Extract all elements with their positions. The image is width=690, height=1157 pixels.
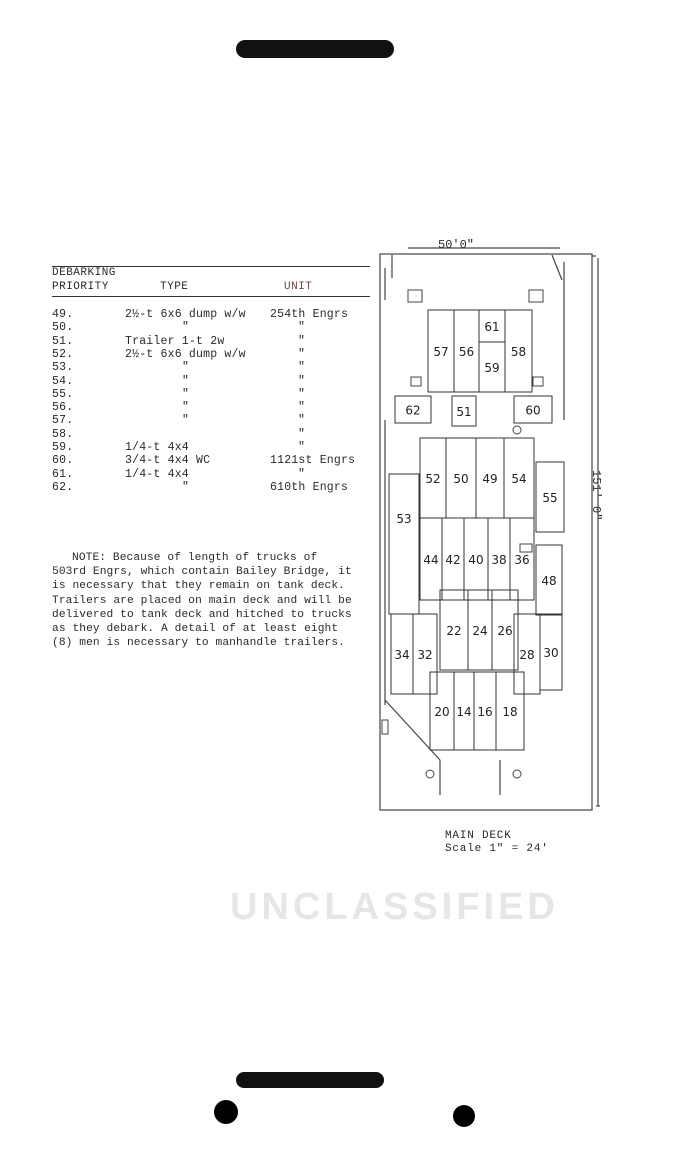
row-type: " xyxy=(182,387,190,401)
width-dimension: 50'0" xyxy=(438,238,475,252)
vehicle-label: 16 xyxy=(477,705,493,719)
caption-scale: Scale 1" = 24' xyxy=(445,843,549,855)
row-type: 3/4-t 4x4 WC xyxy=(125,454,211,468)
row-unit: " xyxy=(298,467,306,481)
vehicle-label: 61 xyxy=(484,320,500,334)
row-priority: 58. xyxy=(52,427,74,441)
note-line: (8) men is necessary to manhandle trailers. xyxy=(52,637,345,650)
row-type: 2½-t 6x6 dump w/w xyxy=(125,308,246,321)
vehicle-label: 22 xyxy=(446,624,462,638)
vehicle-box-54 xyxy=(504,438,534,518)
vehicle-box-38 xyxy=(488,518,510,600)
row-priority: 53. xyxy=(52,361,74,375)
row-unit: 254th Engrs xyxy=(270,308,349,321)
vehicle-label: 38 xyxy=(491,553,507,567)
row-type: 1/4-t 4x4 xyxy=(125,467,189,481)
row-priority: 55. xyxy=(52,387,74,401)
vehicle-box-57 xyxy=(428,310,454,392)
row-priority: 52. xyxy=(52,347,74,361)
vehicle-box-22 xyxy=(440,590,468,670)
note-line: is necessary that they remain on tank deck. xyxy=(52,580,345,593)
row-type: 1/4-t 4x4 xyxy=(125,441,189,454)
vehicle-label: 42 xyxy=(445,553,461,567)
row-type: 2½-t 6x6 dump w/w xyxy=(125,347,246,361)
row-type: " xyxy=(182,321,190,335)
vehicle-label: 54 xyxy=(511,472,527,486)
row-priority: 51. xyxy=(52,334,74,348)
header-priority: PRIORITY xyxy=(52,281,109,293)
vehicle-label: 36 xyxy=(514,553,530,567)
row-unit: " xyxy=(298,414,306,428)
row-unit: 1121st Engrs xyxy=(270,454,356,468)
vehicle-box-40 xyxy=(464,518,488,600)
vehicle-box-51 xyxy=(452,396,476,426)
row-unit: " xyxy=(298,401,306,415)
vehicle-label: 32 xyxy=(417,648,433,662)
row-unit: " xyxy=(298,427,306,441)
vehicle-label: 58 xyxy=(510,345,527,359)
row-type: " xyxy=(182,480,190,494)
row-priority: 60. xyxy=(52,454,74,468)
row-type: " xyxy=(182,374,190,388)
vehicle-label: 56 xyxy=(458,345,475,359)
row-priority: 56. xyxy=(52,401,74,415)
vehicle-label: 34 xyxy=(394,648,410,662)
vehicle-label: 18 xyxy=(502,705,518,719)
vehicle-box-55 xyxy=(536,462,564,532)
caption-title: MAIN DECK xyxy=(445,830,512,842)
vehicle-label: 62 xyxy=(405,403,421,418)
row-priority: 49. xyxy=(52,308,74,321)
vehicle-box-48 xyxy=(536,545,562,615)
vehicle-box-32 xyxy=(413,614,437,694)
vehicle-label: 53 xyxy=(396,512,412,526)
vehicle-box-49 xyxy=(476,438,504,518)
vehicle-label: 48 xyxy=(541,574,557,588)
diagram-caption xyxy=(445,830,549,856)
vehicle-box-24 xyxy=(468,590,492,670)
vehicle-box-62 xyxy=(395,396,431,423)
row-unit: " xyxy=(298,347,306,361)
punch-hole-right xyxy=(453,1105,475,1127)
vehicle-box-52 xyxy=(420,438,446,518)
row-unit: 610th Engrs xyxy=(270,480,349,494)
vehicle-label: 14 xyxy=(456,705,472,719)
vehicle-label: 44 xyxy=(423,553,439,567)
vehicle-label: 49 xyxy=(482,472,498,486)
vehicle-box-42 xyxy=(442,518,464,600)
row-unit: " xyxy=(298,321,306,335)
note-line: NOTE: Because of length of trucks of xyxy=(72,552,318,564)
row-type: " xyxy=(182,401,190,415)
redaction-bar-bottom xyxy=(236,1072,384,1088)
vehicle-box-58 xyxy=(505,310,532,392)
row-unit: " xyxy=(298,361,306,375)
row-type: " xyxy=(182,361,190,375)
vehicle-boxes xyxy=(389,310,564,750)
vehicle-box-61 xyxy=(479,310,505,342)
punch-hole-left xyxy=(214,1100,238,1124)
row-type: " xyxy=(182,414,190,428)
vehicle-label: 51 xyxy=(456,405,472,419)
header-unit: UNIT xyxy=(284,281,313,293)
vehicle-label: 30 xyxy=(543,646,559,660)
length-dimension: 151' 0" xyxy=(589,470,603,521)
vehicle-box-30 xyxy=(540,614,562,690)
vehicle-box-20 xyxy=(430,672,454,750)
vehicle-box-53 xyxy=(389,474,419,614)
header-debarking: DEBARKING xyxy=(52,267,116,279)
vehicle-label: 50 xyxy=(453,472,469,486)
vehicle-label: 52 xyxy=(425,472,441,486)
vehicle-label: 60 xyxy=(525,403,541,418)
vehicle-label: 40 xyxy=(468,553,484,567)
vehicle-box-50 xyxy=(446,438,476,518)
vehicle-box-36 xyxy=(510,518,534,600)
vehicle-label: 57 xyxy=(433,345,449,359)
vehicle-label: 55 xyxy=(542,491,558,505)
vehicle-box-60 xyxy=(514,396,552,423)
vehicle-label: 26 xyxy=(497,624,513,638)
row-priority: 61. xyxy=(52,467,74,481)
row-priority: 62. xyxy=(52,480,74,494)
vehicle-label: 59 xyxy=(484,361,500,375)
row-unit: " xyxy=(298,374,306,388)
vehicle-label: 20 xyxy=(434,705,450,719)
row-type: Trailer 1-t 2w xyxy=(125,334,225,348)
note-line: 503rd Engrs, which contain Bailey Bridge, it xyxy=(52,566,352,579)
vehicle-box-44 xyxy=(420,518,442,600)
vehicle-box-18 xyxy=(496,672,524,750)
ghost-stamp: UNCLASSIFIED xyxy=(230,886,559,928)
vehicle-box-16 xyxy=(474,672,496,750)
note-line: delivered to tank deck and hitched to trucks xyxy=(52,608,352,621)
row-priority: 59. xyxy=(52,441,74,454)
row-priority: 57. xyxy=(52,414,74,428)
vehicle-box-59 xyxy=(479,342,505,392)
row-priority: 54. xyxy=(52,374,74,388)
vehicle-box-56 xyxy=(454,310,479,392)
note-line: as they debark. A detail of at least eight xyxy=(52,623,339,635)
row-unit: " xyxy=(298,441,306,454)
note-line: Trailers are placed on main deck and will be xyxy=(52,594,352,607)
row-priority: 50. xyxy=(52,321,74,335)
vehicle-box-34 xyxy=(391,614,413,694)
vehicle-label: 24 xyxy=(472,624,488,638)
vehicle-label: 28 xyxy=(519,648,535,662)
row-unit: " xyxy=(298,387,306,401)
vehicle-box-14 xyxy=(454,672,474,750)
header-type: TYPE xyxy=(160,281,189,293)
row-unit: " xyxy=(298,334,306,348)
